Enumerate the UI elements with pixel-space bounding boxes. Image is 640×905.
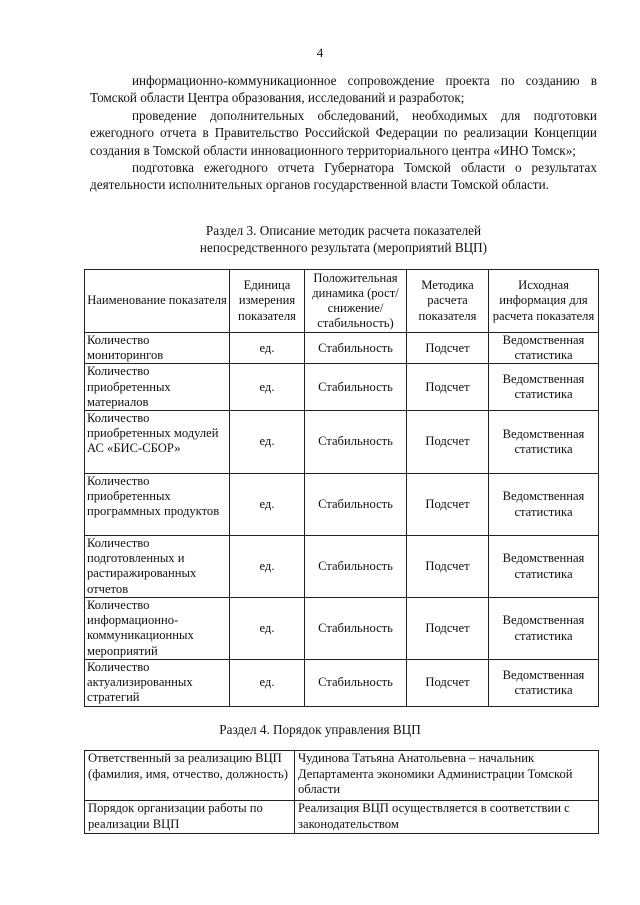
cell-unit: ед. xyxy=(230,411,305,474)
header-cell-unit: Единица измерения показателя xyxy=(230,270,305,333)
cell-method: Подсчет xyxy=(407,474,489,536)
cell-source: Ведомственная статистика xyxy=(489,411,599,474)
intro-paragraph: проведение дополнительных обследований, необходимых для подготовки ежегодного отчета в Правительство Российской Федерации по реализации Концепции создания в Томской области инновационного территориального центра «ИНО Томск»; xyxy=(90,107,597,158)
cell-source: Ведомственная статистика xyxy=(489,364,599,411)
intro-paragraph: подготовка ежегодного отчета Губернатора Томской области о результатах деятельности исполнительных органов государственной власти Томской области. xyxy=(90,160,597,193)
table-header-row xyxy=(85,270,599,333)
table-row xyxy=(85,598,599,660)
section3-title xyxy=(90,222,597,256)
cell-indicator-name: Количество подготовленных и растиражированных отчетов xyxy=(85,536,230,598)
cell-dynamics: Стабильность xyxy=(305,474,407,536)
cell-dynamics: Стабильность xyxy=(305,364,407,411)
header-cell-source: Исходная информация для расчета показателя xyxy=(489,270,599,333)
cell-indicator-name: Количество приобретенных модулей АС «БИС-СБОР» xyxy=(85,411,230,474)
table-row xyxy=(85,333,599,364)
table-row xyxy=(85,536,599,598)
cell-dynamics: Стабильность xyxy=(305,598,407,660)
header-cell-dynamics: Положительная динамика (рост/снижение/ стабильность) xyxy=(305,270,407,333)
cell-value: Реализация ВЦП осуществляется в соответствии с законодательством xyxy=(295,801,599,834)
table-row xyxy=(85,474,599,536)
intro-text xyxy=(90,72,597,194)
cell-value: Чудинова Татьяна Анатольевна – начальник Департамента экономики Администрации Томской области xyxy=(295,751,599,801)
cell-dynamics: Стабильность xyxy=(305,660,407,707)
cell-indicator-name: Количество информационно-коммуникационных мероприятий xyxy=(85,598,230,660)
header-cell-name: Наименование показателя xyxy=(85,270,230,333)
table-row xyxy=(85,660,599,707)
table-row xyxy=(85,801,599,834)
cell-indicator-name: Количество актуализированных стратегий xyxy=(85,660,230,707)
cell-method: Подсчет xyxy=(407,333,489,364)
cell-method: Подсчет xyxy=(407,660,489,707)
section3-title-line1: Раздел 3. Описание методик расчета показателей xyxy=(205,223,482,238)
section4-title: Раздел 4. Порядок управления ВЦП xyxy=(219,722,421,737)
cell-label: Порядок организации работы по реализации ВЦП xyxy=(85,801,295,834)
management-table xyxy=(84,750,599,834)
table-row xyxy=(85,751,599,801)
cell-source: Ведомственная статистика xyxy=(489,660,599,707)
cell-method: Подсчет xyxy=(407,411,489,474)
cell-dynamics: Стабильность xyxy=(305,536,407,598)
header-cell-method: Методика расчета показателя xyxy=(407,270,489,333)
cell-indicator-name: Количество мониторингов xyxy=(85,333,230,364)
cell-unit: ед. xyxy=(230,333,305,364)
cell-dynamics: Стабильность xyxy=(305,411,407,474)
intro-paragraph: информационно-коммуникационное сопровождение проекта по созданию в Томской области Центра образования, исследований и разработок; xyxy=(90,73,597,106)
cell-method: Подсчет xyxy=(407,598,489,660)
table-row xyxy=(85,411,599,474)
cell-unit: ед. xyxy=(230,598,305,660)
page-number: 4 xyxy=(316,45,324,60)
cell-unit: ед. xyxy=(230,660,305,707)
cell-indicator-name: Количество приобретенных программных продуктов xyxy=(85,474,230,536)
table-row xyxy=(85,364,599,411)
cell-method: Подсчет xyxy=(407,536,489,598)
cell-source: Ведомственная статистика xyxy=(489,536,599,598)
section3-title-line2: непосредственного результата (мероприятий ВЦП) xyxy=(199,240,488,255)
cell-indicator-name: Количество приобретенных материалов xyxy=(85,364,230,411)
cell-source: Ведомственная статистика xyxy=(489,598,599,660)
cell-source: Ведомственная статистика xyxy=(489,333,599,364)
cell-method: Подсчет xyxy=(407,364,489,411)
cell-source: Ведомственная статистика xyxy=(489,474,599,536)
cell-label: Ответственный за реализацию ВЦП (фамилия, имя, отчество, должность) xyxy=(85,751,295,801)
cell-unit: ед. xyxy=(230,474,305,536)
indicators-table xyxy=(84,269,599,707)
cell-unit: ед. xyxy=(230,536,305,598)
cell-unit: ед. xyxy=(230,364,305,411)
cell-dynamics: Стабильность xyxy=(305,333,407,364)
